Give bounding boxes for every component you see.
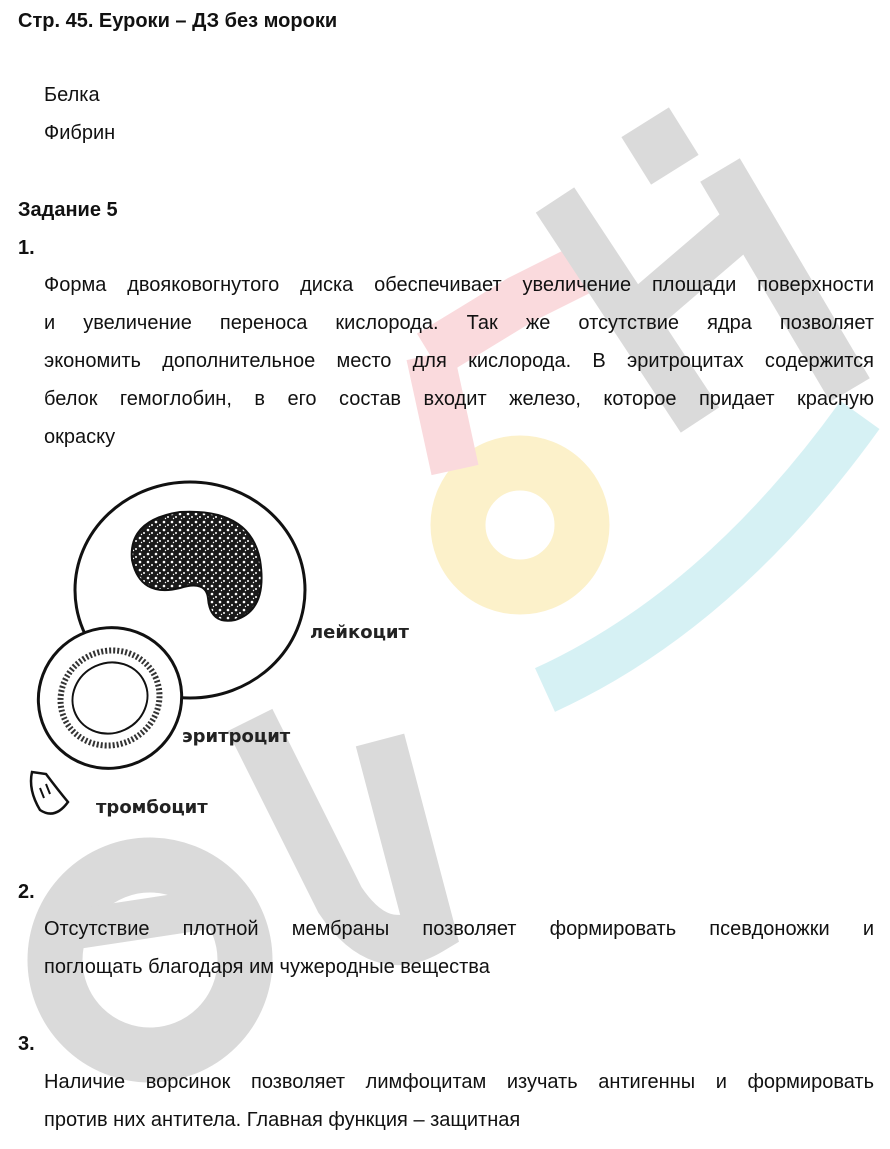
watermark-dot: [621, 107, 698, 184]
erythrocyte-cell: [15, 604, 205, 792]
paragraph-line: поглощать благодаря им чужеродные вещества: [44, 956, 490, 978]
item-number: 3.: [18, 1033, 35, 1055]
blood-cells-figure: [10, 480, 430, 830]
paragraph-line: белок гемоглобин, в его состав входит железо, которое придает красную: [44, 388, 874, 410]
erythrocyte-label: эритроцит: [182, 726, 291, 747]
task-heading: Задание 5: [18, 199, 118, 221]
platelet-label: тромбоцит: [96, 797, 208, 818]
leukocyte-nucleus: [132, 512, 262, 621]
paragraph-line: Отсутствие плотной мембраны позволяет формировать псевдоножки и: [44, 918, 874, 940]
paragraph-line: и увеличение переноса кислорода. Так же отсутствие ядра позволяет: [44, 312, 874, 334]
paragraph-line: Форма двояковогнутого диска обеспечивает увеличение площади поверхности: [44, 274, 874, 296]
leukocyte-label: лейкоцит: [310, 622, 409, 643]
paragraph-line: окраску: [44, 426, 116, 448]
paragraph-line: против них антитела. Главная функция – защитная: [44, 1109, 521, 1131]
item-number: 2.: [18, 881, 35, 903]
answer-line: Фибрин: [44, 122, 116, 144]
page-header: Стр. 45. Еуроки – ДЗ без мороки: [18, 10, 338, 32]
watermark-arc: [545, 415, 860, 690]
item-number: 1.: [18, 237, 35, 259]
paragraph-line: экономить дополнительное место для кислорода. В эритроцитах содержится: [44, 350, 874, 372]
watermark-letter-o: [458, 463, 582, 587]
answer-line: Белка: [44, 84, 100, 106]
paragraph-line: Наличие ворсинок позволяет лимфоцитам изучать антигенны и формировать: [44, 1071, 874, 1093]
